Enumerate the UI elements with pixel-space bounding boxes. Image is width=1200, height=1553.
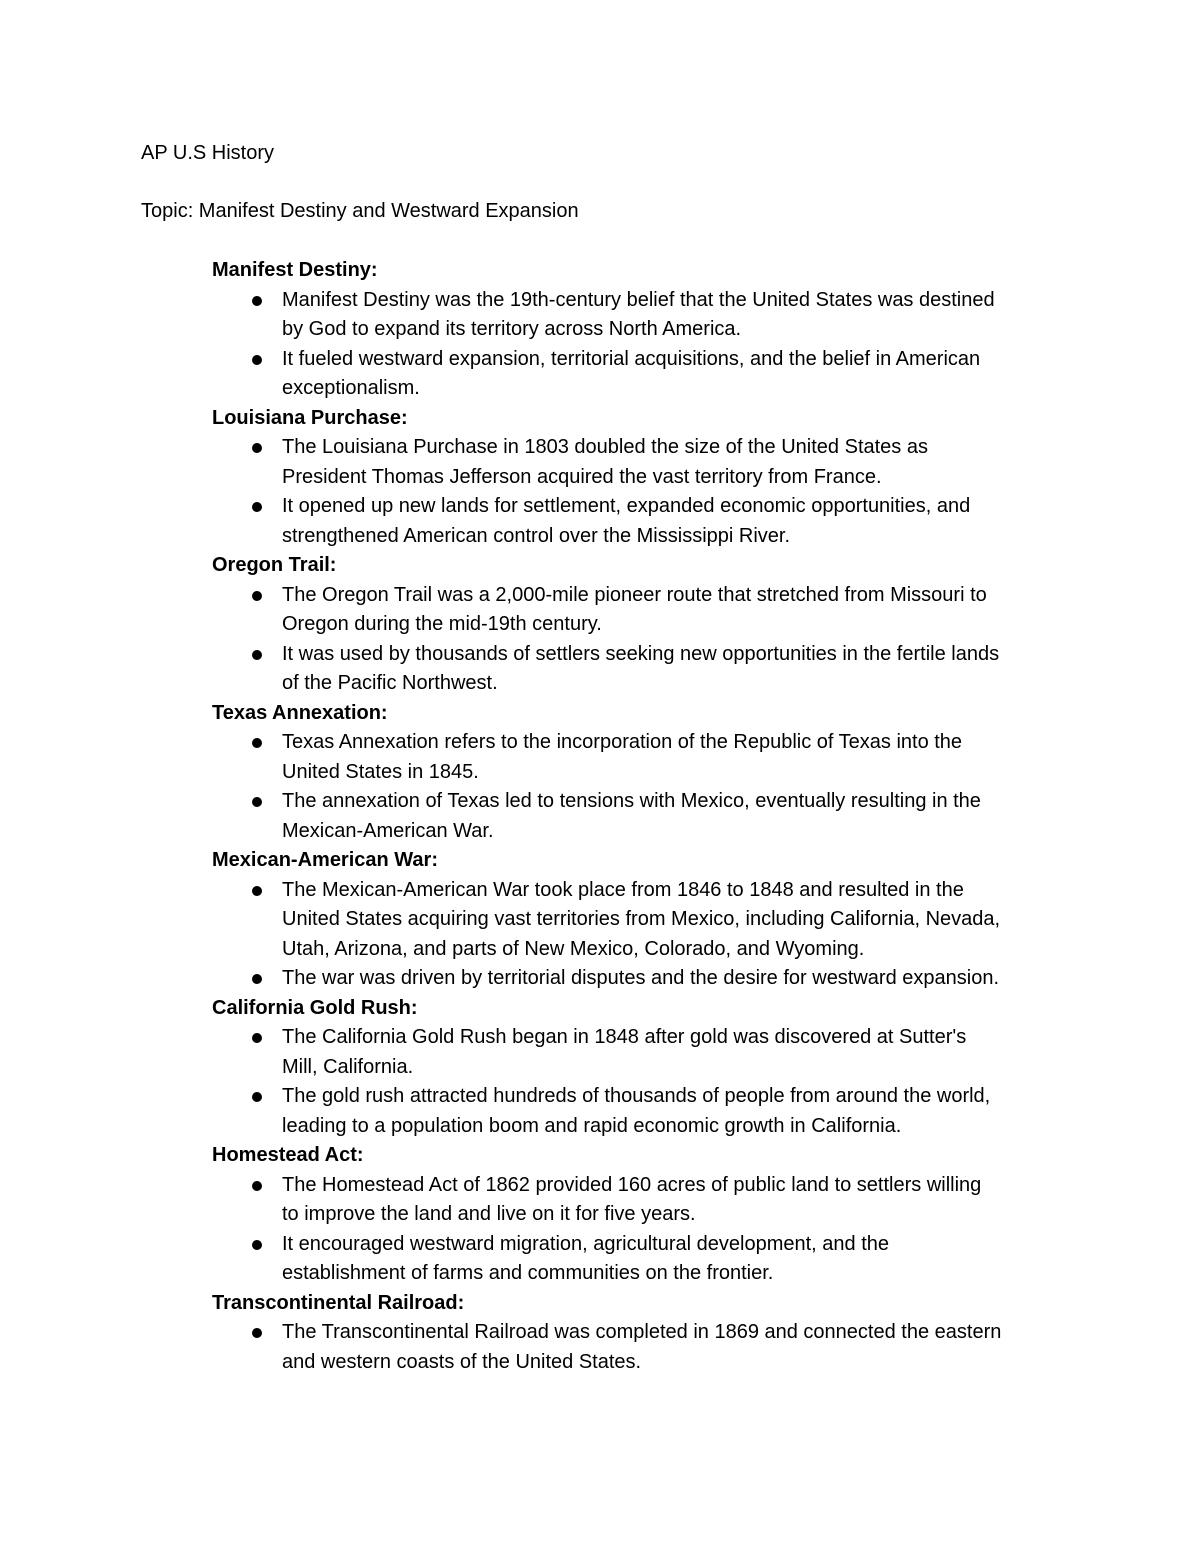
bullet-text-line: exceptionalism. — [282, 377, 420, 399]
note-section — [212, 256, 1092, 404]
bullet-item — [212, 1023, 1092, 1082]
bullet-text-line: strengthened American control over the Mississippi River. — [282, 524, 791, 547]
section-heading: California Gold Rush: — [212, 996, 418, 1019]
bullet-item — [212, 728, 1092, 787]
bullet-text — [282, 1171, 1092, 1230]
bullet-text-line: Manifest Destiny was the 19th-century belief that the United States was destined — [282, 288, 995, 311]
section-heading: Louisiana Purchase: — [212, 406, 408, 429]
bullet-dot-icon — [252, 355, 262, 365]
bullet-text — [282, 1082, 1092, 1141]
bullet-text-line: Utah, Arizona, and parts of New Mexico, Colorado, and Wyoming. — [282, 937, 865, 960]
bullet-text — [282, 433, 1092, 492]
bullet-text-line: United States in 1845. — [282, 760, 479, 783]
bullet-dot-icon — [252, 1092, 262, 1102]
bullet-item — [212, 787, 1092, 846]
bullet-text-line: The Transcontinental Railroad was completed in 1869 and connected the eastern — [282, 1321, 1002, 1343]
bullet-dot-icon — [252, 1033, 262, 1043]
section-heading: Manifest Destiny: — [212, 259, 378, 281]
note-section — [212, 994, 1092, 1142]
topic-line: Topic: Manifest Destiny and Westward Expansion — [141, 200, 579, 222]
bullet-dot-icon — [252, 502, 262, 512]
bullet-text — [282, 728, 1092, 787]
bullet-list — [212, 286, 1092, 404]
section-heading: Texas Annexation: — [212, 701, 388, 724]
bullet-text — [282, 1230, 1092, 1289]
bullet-text-line: Texas Annexation refers to the incorporation of the Republic of Texas into the — [282, 731, 963, 753]
note-section — [212, 846, 1092, 994]
bullet-dot-icon — [252, 443, 262, 453]
section-heading: Mexican-American War: — [212, 849, 438, 871]
bullet-item — [212, 1082, 1092, 1141]
note-section — [212, 699, 1092, 847]
section-heading: Transcontinental Railroad: — [212, 1291, 465, 1314]
course-title: AP U.S History — [141, 142, 274, 164]
bullet-text — [282, 345, 1092, 404]
bullet-dot-icon — [252, 1328, 262, 1338]
bullet-item — [212, 492, 1092, 551]
bullet-text-line: The Mexican-American War took place from 1846 to 1848 and resulted in the — [282, 878, 964, 901]
bullet-text-line: It fueled westward expansion, territorial acquisitions, and the belief in American — [282, 347, 981, 370]
bullet-text — [282, 876, 1092, 965]
bullet-item — [212, 640, 1092, 699]
bullet-text — [282, 640, 1092, 699]
bullet-text-line: of the Pacific Northwest. — [282, 672, 498, 694]
bullet-dot-icon — [252, 974, 262, 984]
bullet-dot-icon — [252, 797, 262, 807]
bullet-text — [282, 492, 1092, 551]
bullet-dot-icon — [252, 738, 262, 748]
bullet-text — [282, 1023, 1092, 1082]
bullet-text-line: The California Gold Rush began in 1848 after gold was discovered at Sutter's — [282, 1026, 967, 1048]
bullet-text-line: It encouraged westward migration, agricultural development, and the — [282, 1232, 890, 1255]
bullet-dot-icon — [252, 1181, 262, 1191]
bullet-text-line: The gold rush attracted hundreds of thousands of people from around the world, — [282, 1085, 991, 1107]
notes-body — [212, 256, 1092, 1377]
bullet-text — [282, 286, 1092, 345]
bullet-text-line: by God to expand its territory across North America. — [282, 318, 742, 340]
bullet-text-line: The Homestead Act of 1862 provided 160 acres of public land to settlers willing — [282, 1173, 982, 1196]
bullet-item — [212, 345, 1092, 404]
bullet-list — [212, 728, 1092, 846]
bullet-dot-icon — [252, 1240, 262, 1250]
bullet-dot-icon — [252, 650, 262, 660]
bullet-text-line: It was used by thousands of settlers seeking new opportunities in the fertile lands — [282, 642, 1000, 665]
bullet-dot-icon — [252, 296, 262, 306]
bullet-item — [212, 286, 1092, 345]
bullet-text-line: Mexican-American War. — [282, 819, 494, 842]
bullet-text — [282, 787, 1092, 846]
bullet-item — [212, 1230, 1092, 1289]
bullet-dot-icon — [252, 591, 262, 601]
section-heading: Oregon Trail: — [212, 554, 337, 576]
note-section — [212, 1289, 1092, 1378]
bullet-item — [212, 964, 1092, 994]
bullet-text-line: Mill, California. — [282, 1055, 414, 1078]
bullet-text — [282, 1318, 1092, 1377]
bullet-list — [212, 1318, 1092, 1377]
bullet-list — [212, 1171, 1092, 1289]
bullet-item — [212, 433, 1092, 492]
bullet-text-line: The Oregon Trail was a 2,000-mile pioneer route that stretched from Missouri to — [282, 583, 987, 606]
bullet-text — [282, 964, 1092, 994]
bullet-item — [212, 1318, 1092, 1377]
bullet-text-line: United States acquiring vast territories from Mexico, including California, Nevada, — [282, 908, 1001, 930]
bullet-text-line: The annexation of Texas led to tensions with Mexico, eventually resulting in the — [282, 790, 981, 812]
bullet-text-line: and western coasts of the United States. — [282, 1350, 642, 1373]
bullet-list — [212, 1023, 1092, 1141]
bullet-text-line: The Louisiana Purchase in 1803 doubled the size of the United States as — [282, 436, 928, 458]
bullet-text-line: It opened up new lands for settlement, expanded economic opportunities, and — [282, 495, 971, 517]
section-heading: Homestead Act: — [212, 1144, 364, 1166]
note-section — [212, 551, 1092, 699]
bullet-text-line: establishment of farms and communities on the frontier. — [282, 1262, 774, 1284]
bullet-list — [212, 876, 1092, 994]
bullet-dot-icon — [252, 886, 262, 896]
bullet-text-line: to improve the land and live on it for five years. — [282, 1203, 696, 1225]
bullet-item — [212, 1171, 1092, 1230]
bullet-list — [212, 433, 1092, 551]
bullet-text — [282, 581, 1092, 640]
bullet-text-line: The war was driven by territorial disputes and the desire for westward expansion. — [282, 967, 1000, 989]
bullet-text-line: Oregon during the mid-19th century. — [282, 613, 602, 635]
bullet-item — [212, 581, 1092, 640]
bullet-text-line: President Thomas Jefferson acquired the vast territory from France. — [282, 465, 882, 488]
note-section — [212, 404, 1092, 552]
bullet-item — [212, 876, 1092, 965]
bullet-list — [212, 581, 1092, 699]
note-section — [212, 1141, 1092, 1289]
bullet-text-line: leading to a population boom and rapid economic growth in California. — [282, 1114, 902, 1137]
